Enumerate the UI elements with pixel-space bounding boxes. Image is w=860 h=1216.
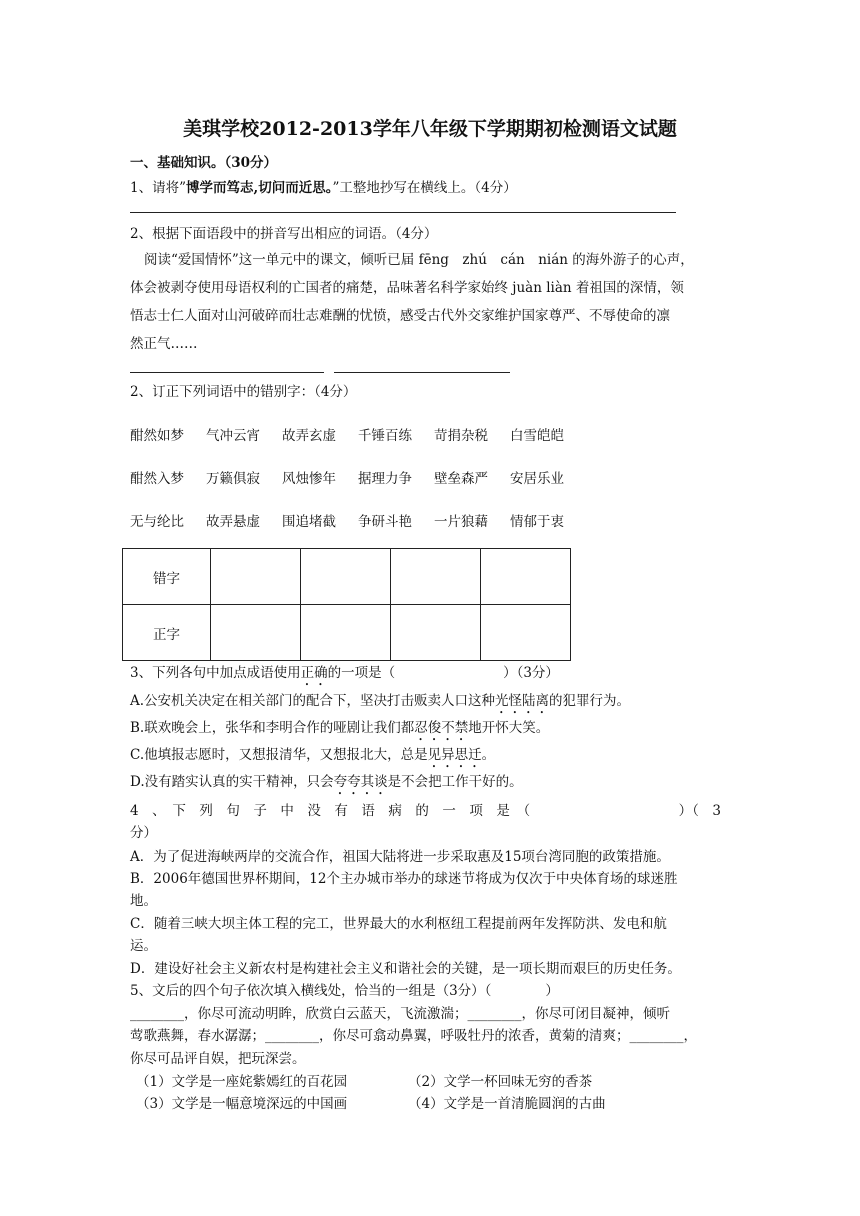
word: 气冲云宵 xyxy=(206,428,260,444)
q3-stem-dot: 正确 xyxy=(300,665,328,681)
q3-stem-post: 的一项是（ ）（3分） xyxy=(327,665,559,681)
question-2a-stem: 2、根据下面语段中的拼音写出相应的词语。（4分） xyxy=(130,226,438,242)
question-5-stem: 5、文后的四个句子依次填入横线处，恰当的一组是（3分）（ ） xyxy=(130,983,559,999)
word: 酣然入梦 xyxy=(130,471,184,487)
answer-line[interactable] xyxy=(130,212,676,213)
option-text: B.联欢晚会上，张华和李明合作的哑剧让我们都 xyxy=(130,720,415,736)
q5-choice: （4）文学是一首清脆圆润的古曲 xyxy=(408,1096,606,1112)
answer-cell[interactable] xyxy=(481,549,571,605)
dotted-idiom: 见异思迁 xyxy=(427,747,482,763)
word: 无与纶比 xyxy=(130,514,184,530)
q2a-line: 然正气…… xyxy=(130,336,198,352)
word: 壁垒森严 xyxy=(434,471,488,487)
word: 安居乐业 xyxy=(510,471,564,487)
q5-line: 你尽可品评自娱，把玩深尝。 xyxy=(130,1051,306,1067)
question-2b-stem: 2、订正下列词语中的错别字：（4分） xyxy=(130,384,357,400)
q5-line: ________，你尽可流动明眸，欣赏白云蓝天，飞流激湍；________，你尽可闭目凝神，倾听 xyxy=(130,1006,670,1022)
correction-table xyxy=(122,548,571,661)
word: 酣然如梦 xyxy=(130,428,184,444)
q3-option-b xyxy=(130,716,549,744)
q4-line: C．随着三峡大坝主体工程的完工，世界最大的水利枢纽工程提前两年发挥防洪、发电和航 xyxy=(130,916,667,932)
row-label-correct: 正字 xyxy=(123,605,211,661)
option-text: A.公安机关决定在相关部门的配合下，坚决打击贩卖人口这种 xyxy=(130,693,496,709)
answer-cell[interactable] xyxy=(301,605,391,661)
option-text: C.他填报志愿时，又想报清华，又想报北大，总是 xyxy=(130,747,428,763)
q3-option-d xyxy=(130,770,523,798)
q5-choice: （3）文学是一幅意境深远的中国画 xyxy=(136,1096,348,1112)
word: 故弄玄虚 xyxy=(282,428,336,444)
word: 情郁于衷 xyxy=(510,514,564,530)
q3-option-c xyxy=(130,743,495,771)
row-label-wrong: 错字 xyxy=(123,549,211,605)
q2a-line: 悟志士仁人面对山河破碎而壮志难酬的忧愤，感受古代外交家维护国家尊严、不辱使命的凛 xyxy=(130,308,670,324)
option-text: 。 xyxy=(481,747,496,763)
table-row xyxy=(123,605,571,661)
word: 据理力争 xyxy=(358,471,412,487)
word: 故弄悬虚 xyxy=(206,514,260,530)
q1-quote: 博学而笃志,切问而近思。 xyxy=(186,180,333,196)
q3-stem-pre: 3、下列各句中加点成语使用 xyxy=(130,665,301,681)
page-title: 美琪学校2012-2013学年八年级下学期期初检测语文试题 xyxy=(183,118,677,140)
answer-line[interactable] xyxy=(130,372,324,373)
q1-post: ”工整地抄写在横线上。（4分） xyxy=(332,180,517,196)
word: 围追堵截 xyxy=(282,514,336,530)
answer-cell[interactable] xyxy=(211,549,301,605)
word: 白雪皑皑 xyxy=(510,428,564,444)
dotted-idiom: 光怪陆离 xyxy=(495,693,550,709)
answer-cell[interactable] xyxy=(391,549,481,605)
answer-cell[interactable] xyxy=(481,605,571,661)
q2a-line: 阅读“爱国情怀”这一单元中的课文，倾听已届 fēng zhú cán nián 的海外游子的心声， xyxy=(144,252,694,268)
word: 风烛惨年 xyxy=(282,471,336,487)
q3-option-a xyxy=(130,689,630,717)
question-1 xyxy=(130,176,517,196)
answer-cell[interactable] xyxy=(211,605,301,661)
word-row xyxy=(130,424,586,444)
option-text: D.没有踏实认真的实干精神，只会 xyxy=(130,774,334,790)
answer-line[interactable] xyxy=(334,372,510,373)
word: 一片狼藉 xyxy=(434,514,488,530)
question-4-stem: 4 、 下 列 句 子 中 没 有 语 病 的 一 项 是 （ ）（ 3 xyxy=(130,803,721,819)
q5-choice: （2）文学一杯回味无穷的香茶 xyxy=(408,1074,593,1090)
option-text: 是不会把工作干好的。 xyxy=(387,774,523,790)
q4-line: A．为了促进海峡两岸的交流合作，祖国大陆将进一步采取惠及15项台湾同胞的政策措施。 xyxy=(130,849,670,865)
table-row xyxy=(123,549,571,605)
q5-line: 莺歌燕舞，春水潺潺；________，你尽可翕动鼻翼，呼吸牡丹的浓香，黄菊的清爽；________， xyxy=(130,1028,697,1044)
dotted-idiom: 忍俊不禁 xyxy=(414,720,469,736)
word: 万籁俱寂 xyxy=(206,471,260,487)
q2a-line: 体会被剥夺使用母语权利的亡国者的痛楚，品味著名科学家始终 juàn liàn 着祖国的深情，领 xyxy=(130,280,684,296)
q1-pre: 1、请将” xyxy=(130,180,186,196)
q4-line: D．建设好社会主义新农村是构建社会主义和谐社会的关键，是一项长期而艰巨的历史任务。 xyxy=(130,961,681,977)
option-text: 地开怀大笑。 xyxy=(468,720,550,736)
word: 争研斗艳 xyxy=(358,514,412,530)
answer-cell[interactable] xyxy=(391,605,481,661)
question-4-stem-cont: 分） xyxy=(130,825,157,841)
word-row xyxy=(130,467,586,487)
question-3-stem xyxy=(130,661,559,689)
dotted-idiom: 夸夸其谈 xyxy=(333,774,388,790)
q5-choice: （1）文学是一座姹紫嫣红的百花园 xyxy=(136,1074,348,1090)
word: 千锤百练 xyxy=(358,428,412,444)
option-text: 的犯罪行为。 xyxy=(549,693,631,709)
section-heading: 一、基础知识。（30分） xyxy=(130,155,278,171)
word-row xyxy=(130,510,586,530)
word: 苛捐杂税 xyxy=(434,428,488,444)
answer-cell[interactable] xyxy=(301,549,391,605)
q4-line: 运。 xyxy=(130,938,157,954)
q4-line: B．2006年德国世界杯期间，12个主办城市举办的球迷节将成为仅次于中央体育场的球迷胜 xyxy=(130,871,678,887)
q4-line: 地。 xyxy=(130,893,157,909)
